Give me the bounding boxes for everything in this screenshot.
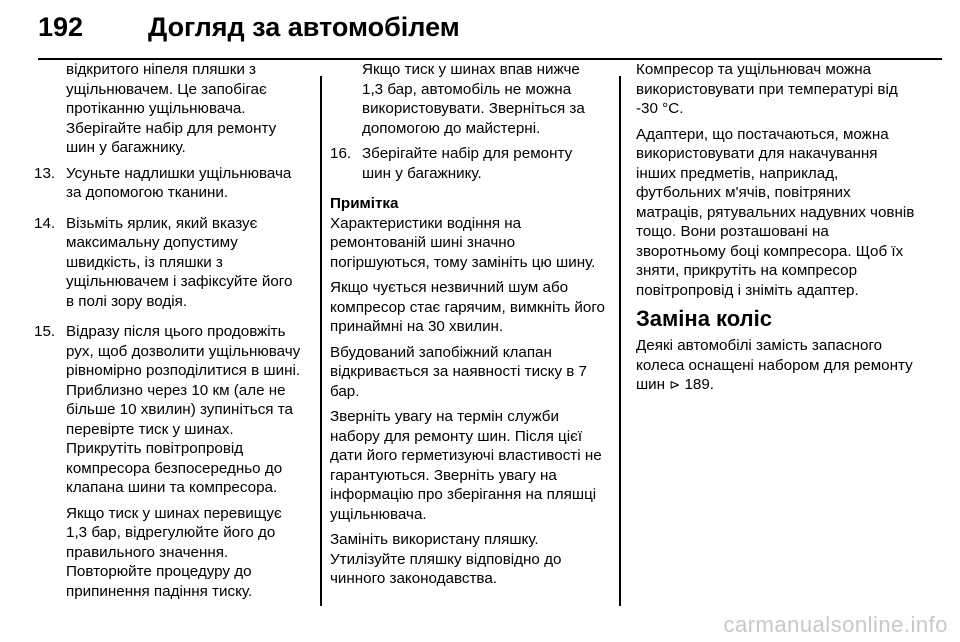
step-text-continued: Якщо тиск у шинах перевищує 1,3 бар, відрегулюйте його до правильного значення. Повторюйте процедуру до припинення падіння тиску. [66, 504, 282, 600]
column-middle [330, 60, 605, 595]
paragraph-with-reference [636, 336, 916, 395]
note-text: Характеристики водіння на ремонтованій шині значно погіршуються, тому замініть цю шину. [330, 214, 596, 271]
step-number: 16. [330, 145, 352, 162]
column-divider-left [320, 76, 322, 606]
paragraph: Замініть використану пляшку. Утилізуйте пляшку відповідно до чинного законодавства. [330, 531, 562, 587]
page-reference-arrow-icon: ⊳ [669, 377, 681, 392]
step-14 [34, 214, 302, 318]
page-title: Догляд за автомобілем [148, 12, 460, 42]
step-13 [34, 164, 302, 209]
step-number: 14. [34, 214, 56, 232]
paragraph: Вбудований запобіжний клапан відкривається за наявності тиску в 7 бар. [330, 343, 588, 400]
step-text: Візьміть ярлик, який вказує максимальну допустиму швидкість, із пляшки з ущільнювачем і зафіксуйте його в полі зору водія. [66, 214, 293, 310]
note-title: Примітка [330, 195, 399, 212]
page-number: 192 [38, 12, 84, 42]
paragraph: Зверніть увагу на термін служби набору для ремонту шин. Після цієї дати його герметизуючі властивості не гарантуються. Зверніть увагу на інформацію про зберігання на пляшці ущільнювача. [330, 408, 602, 523]
continuation-text: відкритого ніпеля пляшки з ущільнювачем. Це запобігає протіканню ущільнювача. Зберігайте набір для ремонту шин у багажнику. [66, 61, 277, 156]
watermark: carmanualsonline.info [723, 612, 948, 637]
step-text: Відразу після цього продовжіть рух, щоб дозволити ущільнювачу рівномірно розподілитися в шині. Приблизно через 10 км (але не більше 10 хвилин) зупиніться та перевірте тиск у шинах. Прикрутіть повітропровід компресора безпосередньо до клапана шини та компресора. [66, 323, 301, 496]
step-16 [330, 144, 605, 189]
paragraph: Якщо чується незвичний шум або компресор стає гарячим, вимкніть його принаймні на 30 хвилин. [330, 279, 605, 335]
step-number: 13. [34, 164, 56, 182]
section-heading: Заміна коліс [636, 306, 772, 331]
continuation-text: Якщо тиск у шинах впав нижче 1,3 бар, автомобіль не можна використовувати. Зверніться за допомогою до майстерні. [362, 61, 585, 137]
page-reference-link[interactable]: 189. [684, 376, 714, 393]
step-15 [34, 322, 302, 607]
paragraph: Адаптери, що постачаються, можна використовувати для накачування інших предметів, наприклад, футбольних м'ячів, повітряних матраців, рятувальних надувних човнів тощо. Вони розташовані на зворотньому боці компресора. Щоб їх зняти, прикрутіть на компресор повітропровід і зніміть адаптер. [636, 125, 915, 299]
paragraph-text: Деякі автомобілі замість запасного колеса оснащені набором для ремонту шин [636, 337, 913, 393]
paragraph: Компресор та ущільнювач можна використовувати при температурі від -30 °C. [636, 61, 898, 117]
step-text: Зберігайте набір для ремонту шин у багажнику. [362, 145, 573, 182]
column-left [34, 60, 302, 612]
column-right [636, 60, 916, 401]
step-number: 15. [34, 323, 56, 340]
step-text: Усуньте надлишки ущільнювача за допомогою тканини. [66, 164, 292, 201]
column-divider-right [619, 76, 621, 606]
page-header [38, 10, 938, 54]
